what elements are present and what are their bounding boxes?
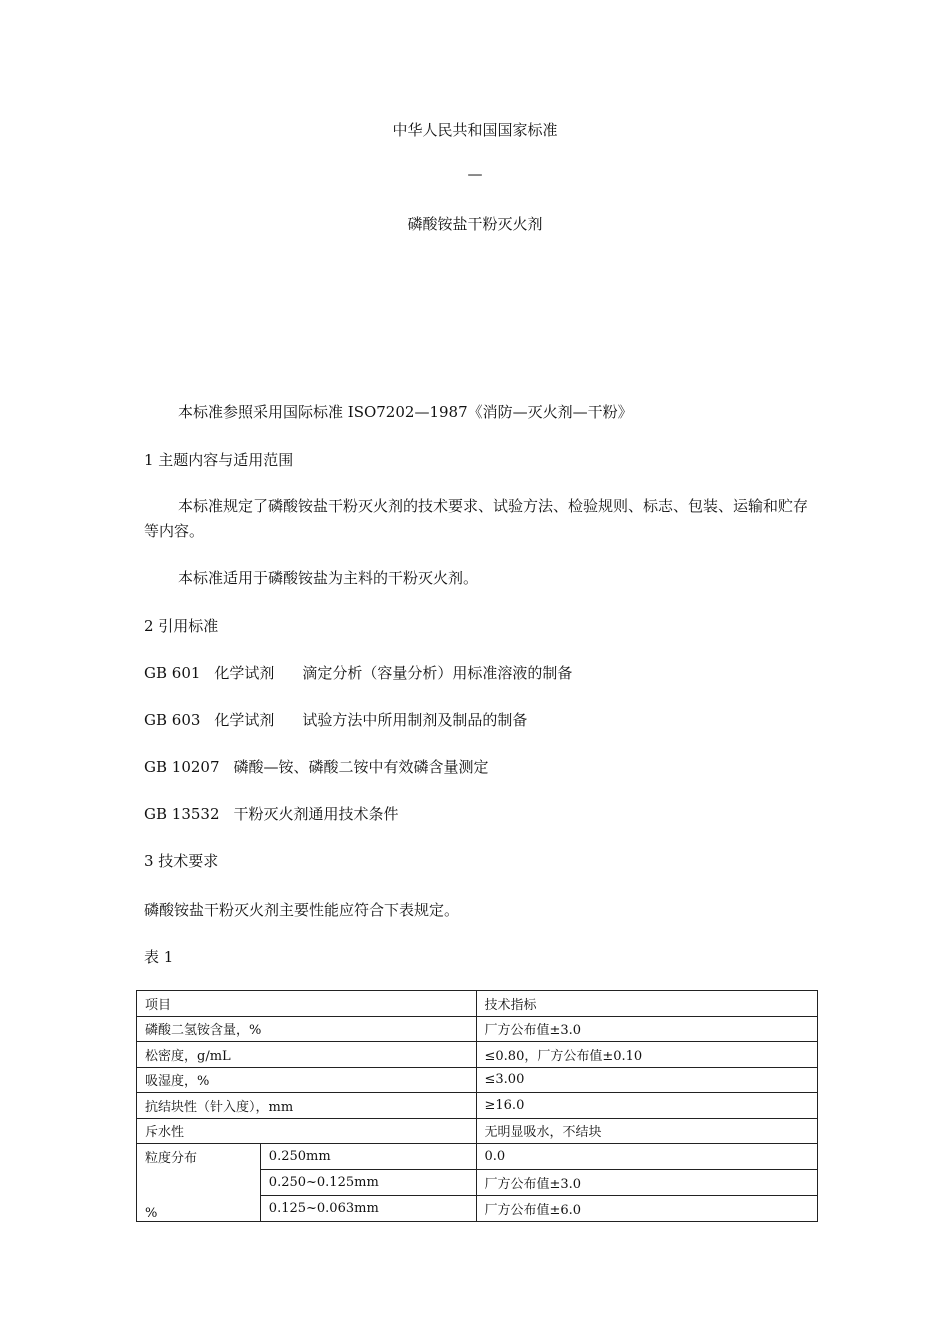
row-item: 松密度，g/mL [137, 1042, 477, 1068]
particle-range: 0.125~0.063mm [260, 1196, 476, 1222]
header-item: 项目 [137, 991, 477, 1017]
table-label: 表 1 [144, 948, 174, 966]
table-row [137, 1067, 818, 1093]
particle-range: 0.250~0.125mm [260, 1170, 476, 1196]
section-3-paragraph: 磷酸铵盐干粉灭火剂主要性能应符合下表规定。 [144, 901, 460, 919]
reference-category: 化学试剂 [214, 711, 275, 729]
row-spec: ≤0.80，厂方公布值±0.10 [476, 1042, 818, 1068]
reference-name: 磷酸—铵、磷酸二铵中有效磷含量测定 [233, 758, 489, 776]
reference-gb603 [144, 708, 814, 732]
reference-category: 化学试剂 [214, 664, 275, 682]
section-2-heading: 2 引用标准 [144, 617, 219, 635]
table-row [137, 1093, 818, 1119]
intro-paragraph: 本标准参照采用国际标准 ISO7202—1987《消防—灭火剂—干粉》 [178, 403, 633, 421]
row-spec: 厂方公布值±3.0 [476, 1016, 818, 1042]
standard-org-title: 中华人民共和国国家标准 [392, 121, 558, 139]
row-item: 吸湿度，% [137, 1067, 477, 1093]
reference-gb10207 [144, 755, 814, 779]
table-row [137, 1016, 818, 1042]
document-title: 磷酸铵盐干粉灭火剂 [407, 215, 543, 233]
row-item: 磷酸二氢铵含量，% [137, 1016, 477, 1042]
section-3-heading: 3 技术要求 [144, 852, 219, 870]
row-spec: ≤3.00 [476, 1067, 818, 1093]
section-1-paragraph-2: 本标准适用于磷酸铵盐为主料的干粉灭火剂。 [178, 569, 479, 587]
reference-code: GB 603 [144, 711, 201, 729]
particle-spec: 厂方公布值±6.0 [476, 1196, 818, 1222]
spec-table [136, 990, 818, 1222]
section-1-heading: 1 主题内容与适用范围 [144, 451, 294, 469]
reference-gb601 [144, 661, 814, 685]
title-dash: — [467, 165, 483, 183]
header-spec: 技术指标 [476, 991, 818, 1017]
table-row [137, 1118, 818, 1144]
particle-range: 0.250mm [260, 1144, 476, 1170]
particle-spec: 厂方公布值±3.0 [476, 1170, 818, 1196]
reference-name: 滴定分析（容量分析）用标准溶液的制备 [302, 664, 573, 682]
particle-size-label: 粒度分布 [145, 1151, 198, 1166]
section-1-paragraph-1: 本标准规定了磷酸铵盐干粉灭火剂的技术要求、试验方法、检验规则、标志、包装、运输和贮存等内容。 [144, 497, 809, 540]
reference-code: GB 13532 [144, 805, 220, 823]
reference-name: 干粉灭火剂通用技术条件 [233, 805, 399, 823]
particle-size-label-cell [137, 1144, 261, 1222]
reference-gb13532 [144, 802, 814, 826]
table-header-row [137, 991, 818, 1017]
reference-name: 试验方法中所用制剂及制品的制备 [302, 711, 528, 729]
row-spec: ≥16.0 [476, 1093, 818, 1119]
particle-spec: 0.0 [476, 1144, 818, 1170]
row-item: 斥水性 [137, 1118, 477, 1144]
table-row [137, 1042, 818, 1068]
reference-code: GB 601 [144, 664, 201, 682]
particle-size-unit: % [145, 1206, 158, 1221]
reference-code: GB 10207 [144, 758, 220, 776]
table-row-particle [137, 1144, 818, 1170]
row-item: 抗结块性（针入度），mm [137, 1093, 477, 1119]
row-spec: 无明显吸水，不结块 [476, 1118, 818, 1144]
